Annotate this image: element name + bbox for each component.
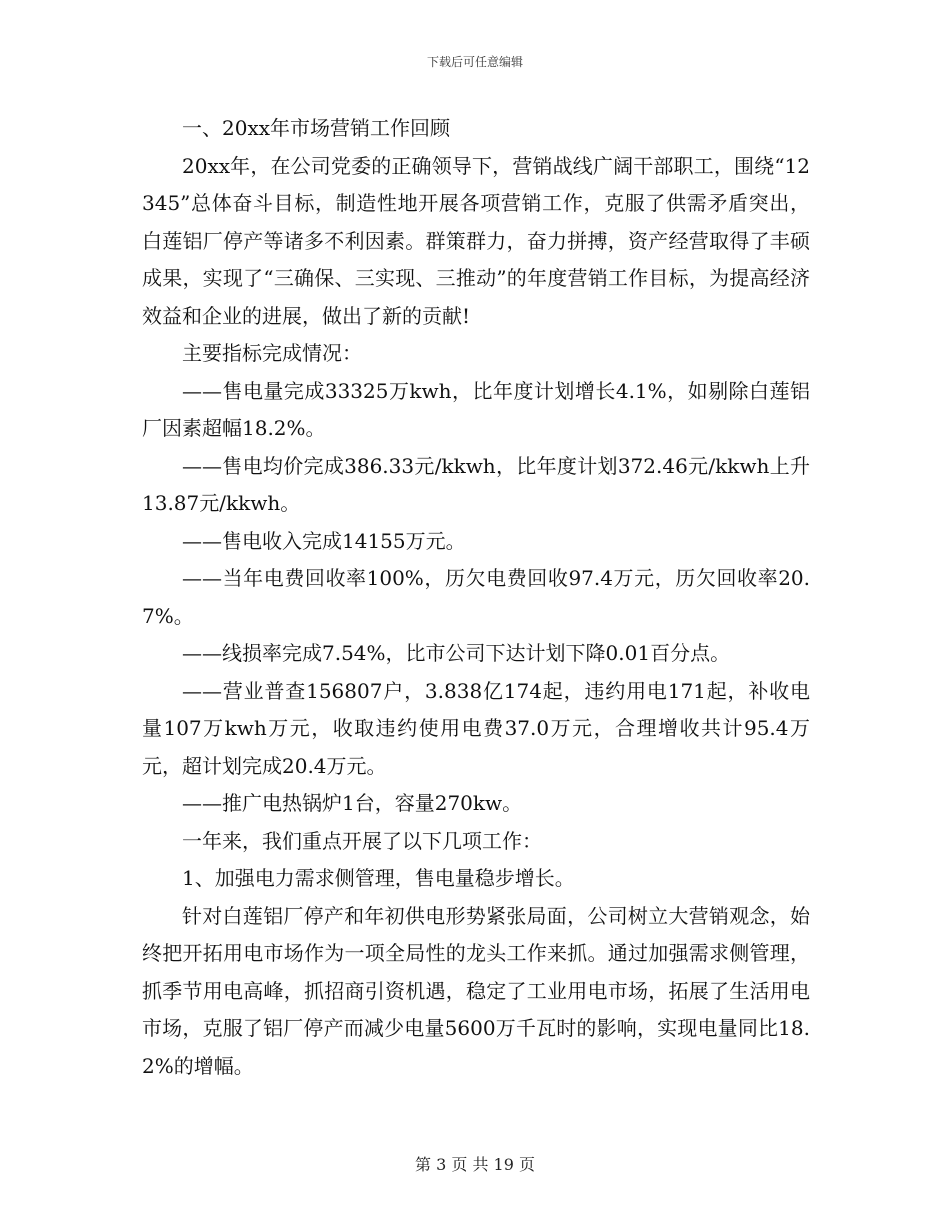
work-intro: 一年来，我们重点开展了以下几项工作： xyxy=(182,828,542,853)
document-body xyxy=(142,110,810,1085)
indicator-average-price: ——售电均价完成386.33元/kkwh，比年度计划372.46元/kkwh上升13.87元/kkwh。 xyxy=(142,453,810,515)
intro-paragraph: 20xx年，在公司党委的正确领导下，营销战线广阔干部职工，围绕“12345”总体奋斗目标，制造性地开展各项营销工作，克服了供需矛盾突出，白莲铝厂停产等诸多不利因素。群策群力，奋力拼搏，资产经营取得了丰硕成果，实现了“三确保、三实现、三推动”的年度营销工作目标，为提高经济效益和企业的进展，做出了新的贡献! xyxy=(142,153,810,328)
indicator-line-loss: ——线损率完成7.54%，比市公司下达计划下降0.01百分点。 xyxy=(182,641,731,665)
page-number: 第 3 页 共 19 页 xyxy=(415,1155,535,1174)
section-heading: 一、20xx年市场营销工作回顾 xyxy=(182,116,451,140)
header-note: 下载后可任意编辑 xyxy=(426,55,523,69)
indicator-business-survey: ——营业普查156807户，3.838亿174起，违约用电171起，补收电量107万kwh万元，收取违约使用电费37.0万元，合理增收共计95.4万元，超计划完成20.4万元。 xyxy=(142,678,810,778)
work-item-paragraph: 针对白莲铝厂停产和年初供电形势紧张局面，公司树立大营销观念，始终把开拓用电市场作为一项全局性的龙头工作来抓。通过加强需求侧管理，抓季节用电高峰，抓招商引资机遇，稳定了工业用电市场，拓展了生活用电市场，克服了铝厂停产而减少电量5600万千瓦时的影响，实现电量同比18.2%的增幅。 xyxy=(142,903,810,1078)
indicator-electric-boiler: ——推广电热锅炉1台，容量270kw。 xyxy=(182,791,523,815)
indicators-heading: 主要指标完成情况： xyxy=(182,341,362,365)
work-item-heading: 1、加强电力需求侧管理，售电量稳步增长。 xyxy=(182,866,575,890)
indicator-sales-revenue: ——售电收入完成14155万元。 xyxy=(182,528,466,553)
indicator-fee-recovery: ——当年电费回收率100%，历欠电费回收97.4万元，历欠回收率20.7%。 xyxy=(142,566,810,628)
indicator-sales-volume: ——售电量完成33325万kwh，比年度计划增长4.1%，如剔除白莲铝厂因素超幅18.2%。 xyxy=(142,378,810,440)
